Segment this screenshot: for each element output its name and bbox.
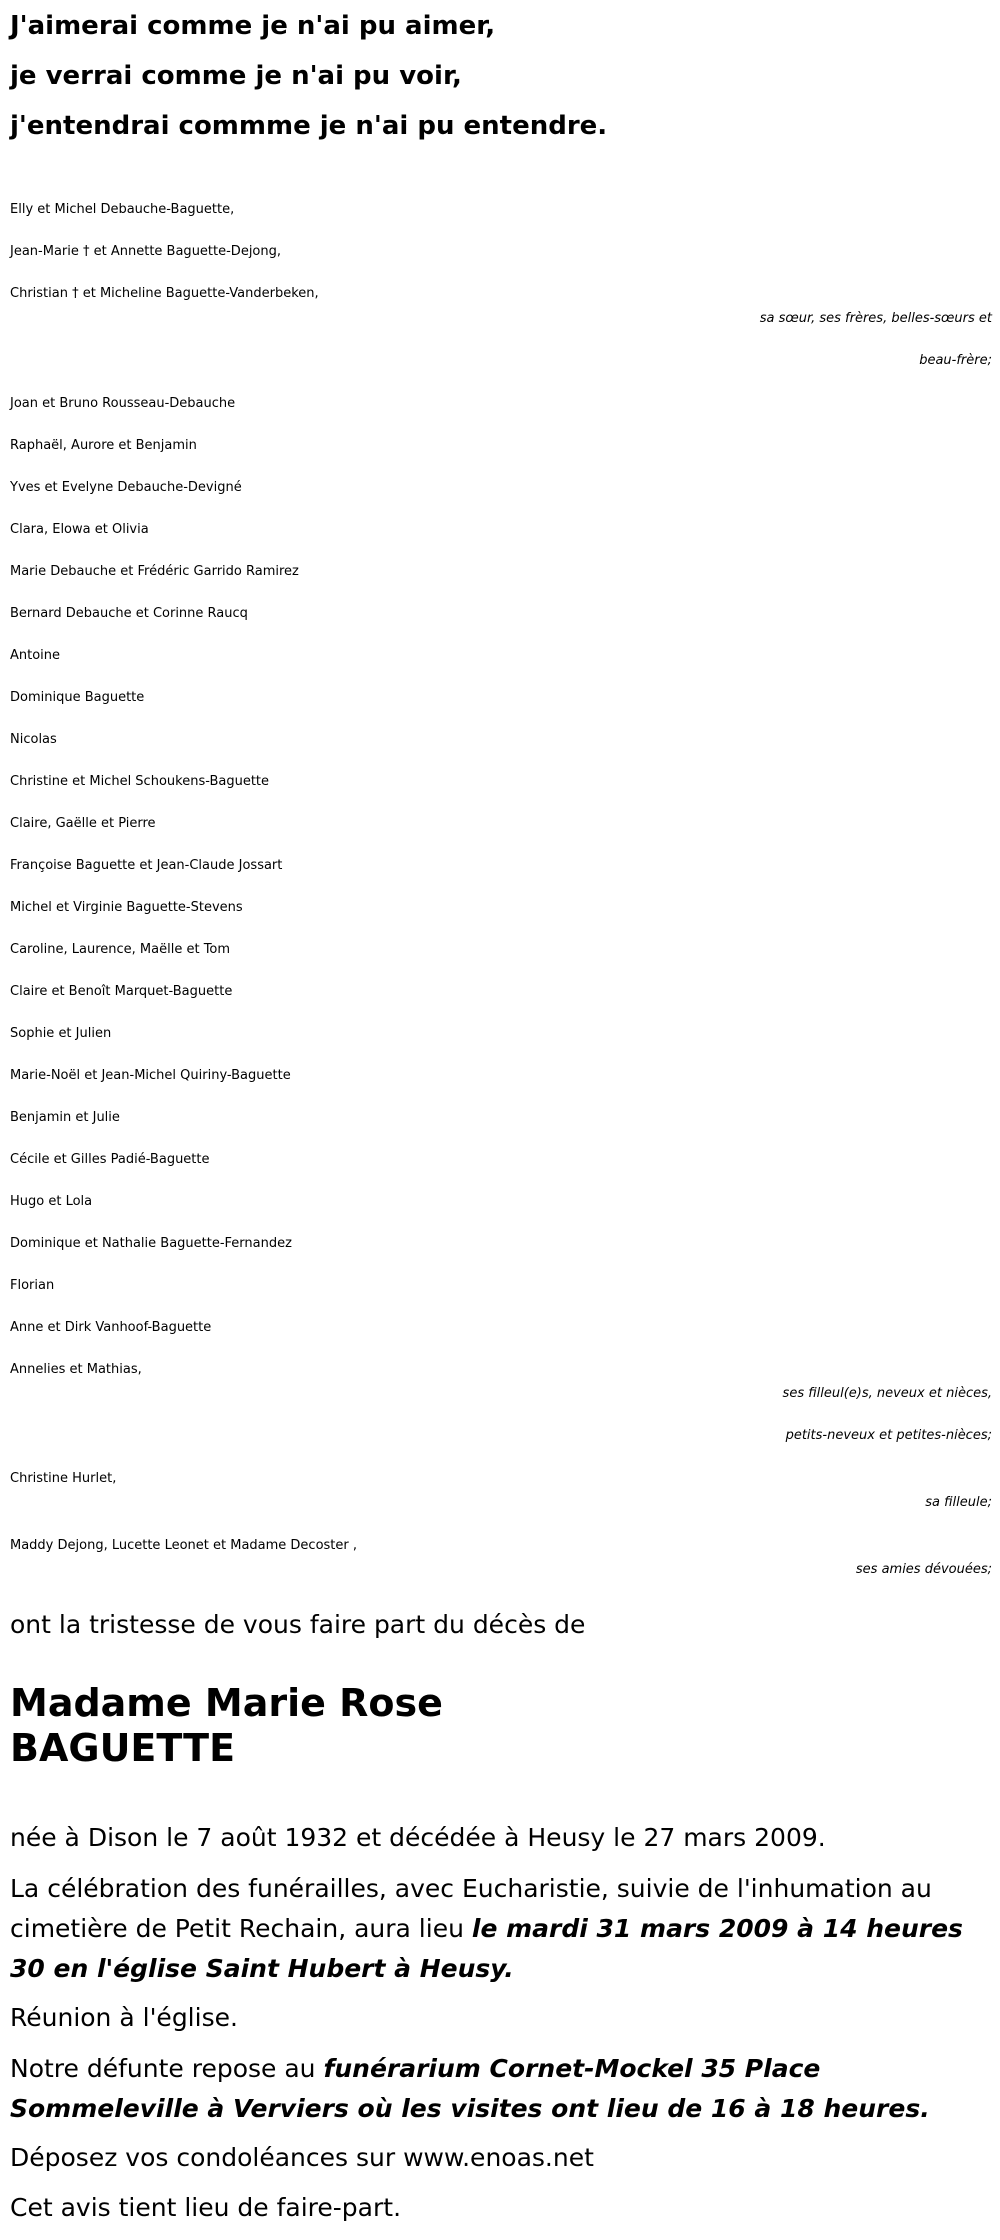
epigraph-line: j'entendrai commme je n'ai pu entendre. (10, 111, 608, 141)
relationship-label: beau-frère; (919, 353, 992, 368)
family-member: Cécile et Gilles Padié-Baguette (10, 1152, 210, 1167)
family-member: Jean-Marie † et Annette Baguette-Dejong, (10, 244, 282, 259)
epigraph-line: je verrai comme je n'ai pu voir, (10, 61, 462, 91)
rest-text: Notre défunte repose au (10, 2054, 324, 2083)
relationship-label: ses amies dévouées; (855, 1562, 992, 1577)
family-member: Sophie et Julien (10, 1026, 112, 1041)
family-member: Dominique Baguette (10, 690, 145, 705)
family-member: Maddy Dejong, Lucette Leonet et Madame Decoster , (10, 1538, 358, 1553)
family-member: Marie-Noël et Jean-Michel Quiriny-Baguette (10, 1068, 291, 1083)
funeral-ceremony (10, 1869, 992, 1989)
family-member: Michel et Virginie Baguette-Stevens (10, 900, 243, 915)
ceremony-text: La célébration des funérailles, avec Eucharistie, suivie de l'inhumation au cimetière de Petit Rechain, aura lieu (10, 1874, 932, 1943)
family-member: Marie Debauche et Frédéric Garrido Ramirez (10, 564, 299, 579)
family-member: Anne et Dirk Vanhoof-Baguette (10, 1320, 212, 1335)
birth-death-dates: née à Dison le 7 août 1932 et décédée à Heusy le 27 mars 2009. (10, 1823, 826, 1852)
ceremony-datetime: le mardi 31 mars 2009 à 14 heures 30 en l'église Saint Hubert à Heusy. (10, 1914, 963, 1983)
relationship-label: petits-neveux et petites-nièces; (785, 1428, 992, 1443)
family-member: Bernard Debauche et Corinne Raucq (10, 606, 248, 621)
family-member: Claire, Gaëlle et Pierre (10, 816, 156, 831)
announcement-intro: ont la tristesse de vous faire part du décès de (10, 1610, 586, 1639)
condolences-note: Déposez vos condoléances sur www.enoas.net (10, 2143, 594, 2172)
deceased-surname: BAGUETTE (10, 1726, 236, 1770)
notice-note: Cet avis tient lieu de faire-part. (10, 2193, 402, 2222)
family-member: Elly et Michel Debauche-Baguette, (10, 202, 235, 217)
family-member: Nicolas (10, 732, 57, 747)
family-member: Benjamin et Julie (10, 1110, 120, 1125)
relationship-label: ses filleul(e)s, neveux et nièces, (782, 1386, 992, 1401)
deceased-name: Madame Marie Rose (10, 1681, 443, 1725)
family-member: Caroline, Laurence, Maëlle et Tom (10, 942, 231, 957)
family-member: Antoine (10, 648, 61, 663)
epigraph-line: J'aimerai comme je n'ai pu aimer, (10, 11, 496, 41)
rest-location (10, 2049, 992, 2129)
funeral-home-details: funérarium Cornet-Mockel 35 Place Sommeleville à Verviers où les visites ont lieu de 16 à 18 heures. (10, 2054, 930, 2123)
relationship-label: sa sœur, ses frères, belles-sœurs et (759, 311, 992, 326)
family-member: Yves et Evelyne Debauche-Devigné (10, 480, 242, 495)
family-member: Annelies et Mathias, (10, 1362, 142, 1377)
family-member: Dominique et Nathalie Baguette-Fernandez (10, 1236, 292, 1251)
family-member: Claire et Benoît Marquet-Baguette (10, 984, 233, 999)
family-member: Hugo et Lola (10, 1194, 93, 1209)
reunion-note: Réunion à l'église. (10, 2003, 238, 2032)
family-member: Florian (10, 1278, 55, 1293)
family-member: Joan et Bruno Rousseau-Debauche (10, 396, 236, 411)
relationship-label: sa filleule; (925, 1495, 992, 1510)
family-member: Clara, Elowa et Olivia (10, 522, 149, 537)
family-member: Christine Hurlet, (10, 1471, 117, 1486)
family-member: Raphaël, Aurore et Benjamin (10, 438, 197, 453)
family-member: Christine et Michel Schoukens-Baguette (10, 774, 270, 789)
family-member: Christian † et Micheline Baguette-Vanderbeken, (10, 286, 319, 301)
family-member: Françoise Baguette et Jean-Claude Jossart (10, 858, 283, 873)
